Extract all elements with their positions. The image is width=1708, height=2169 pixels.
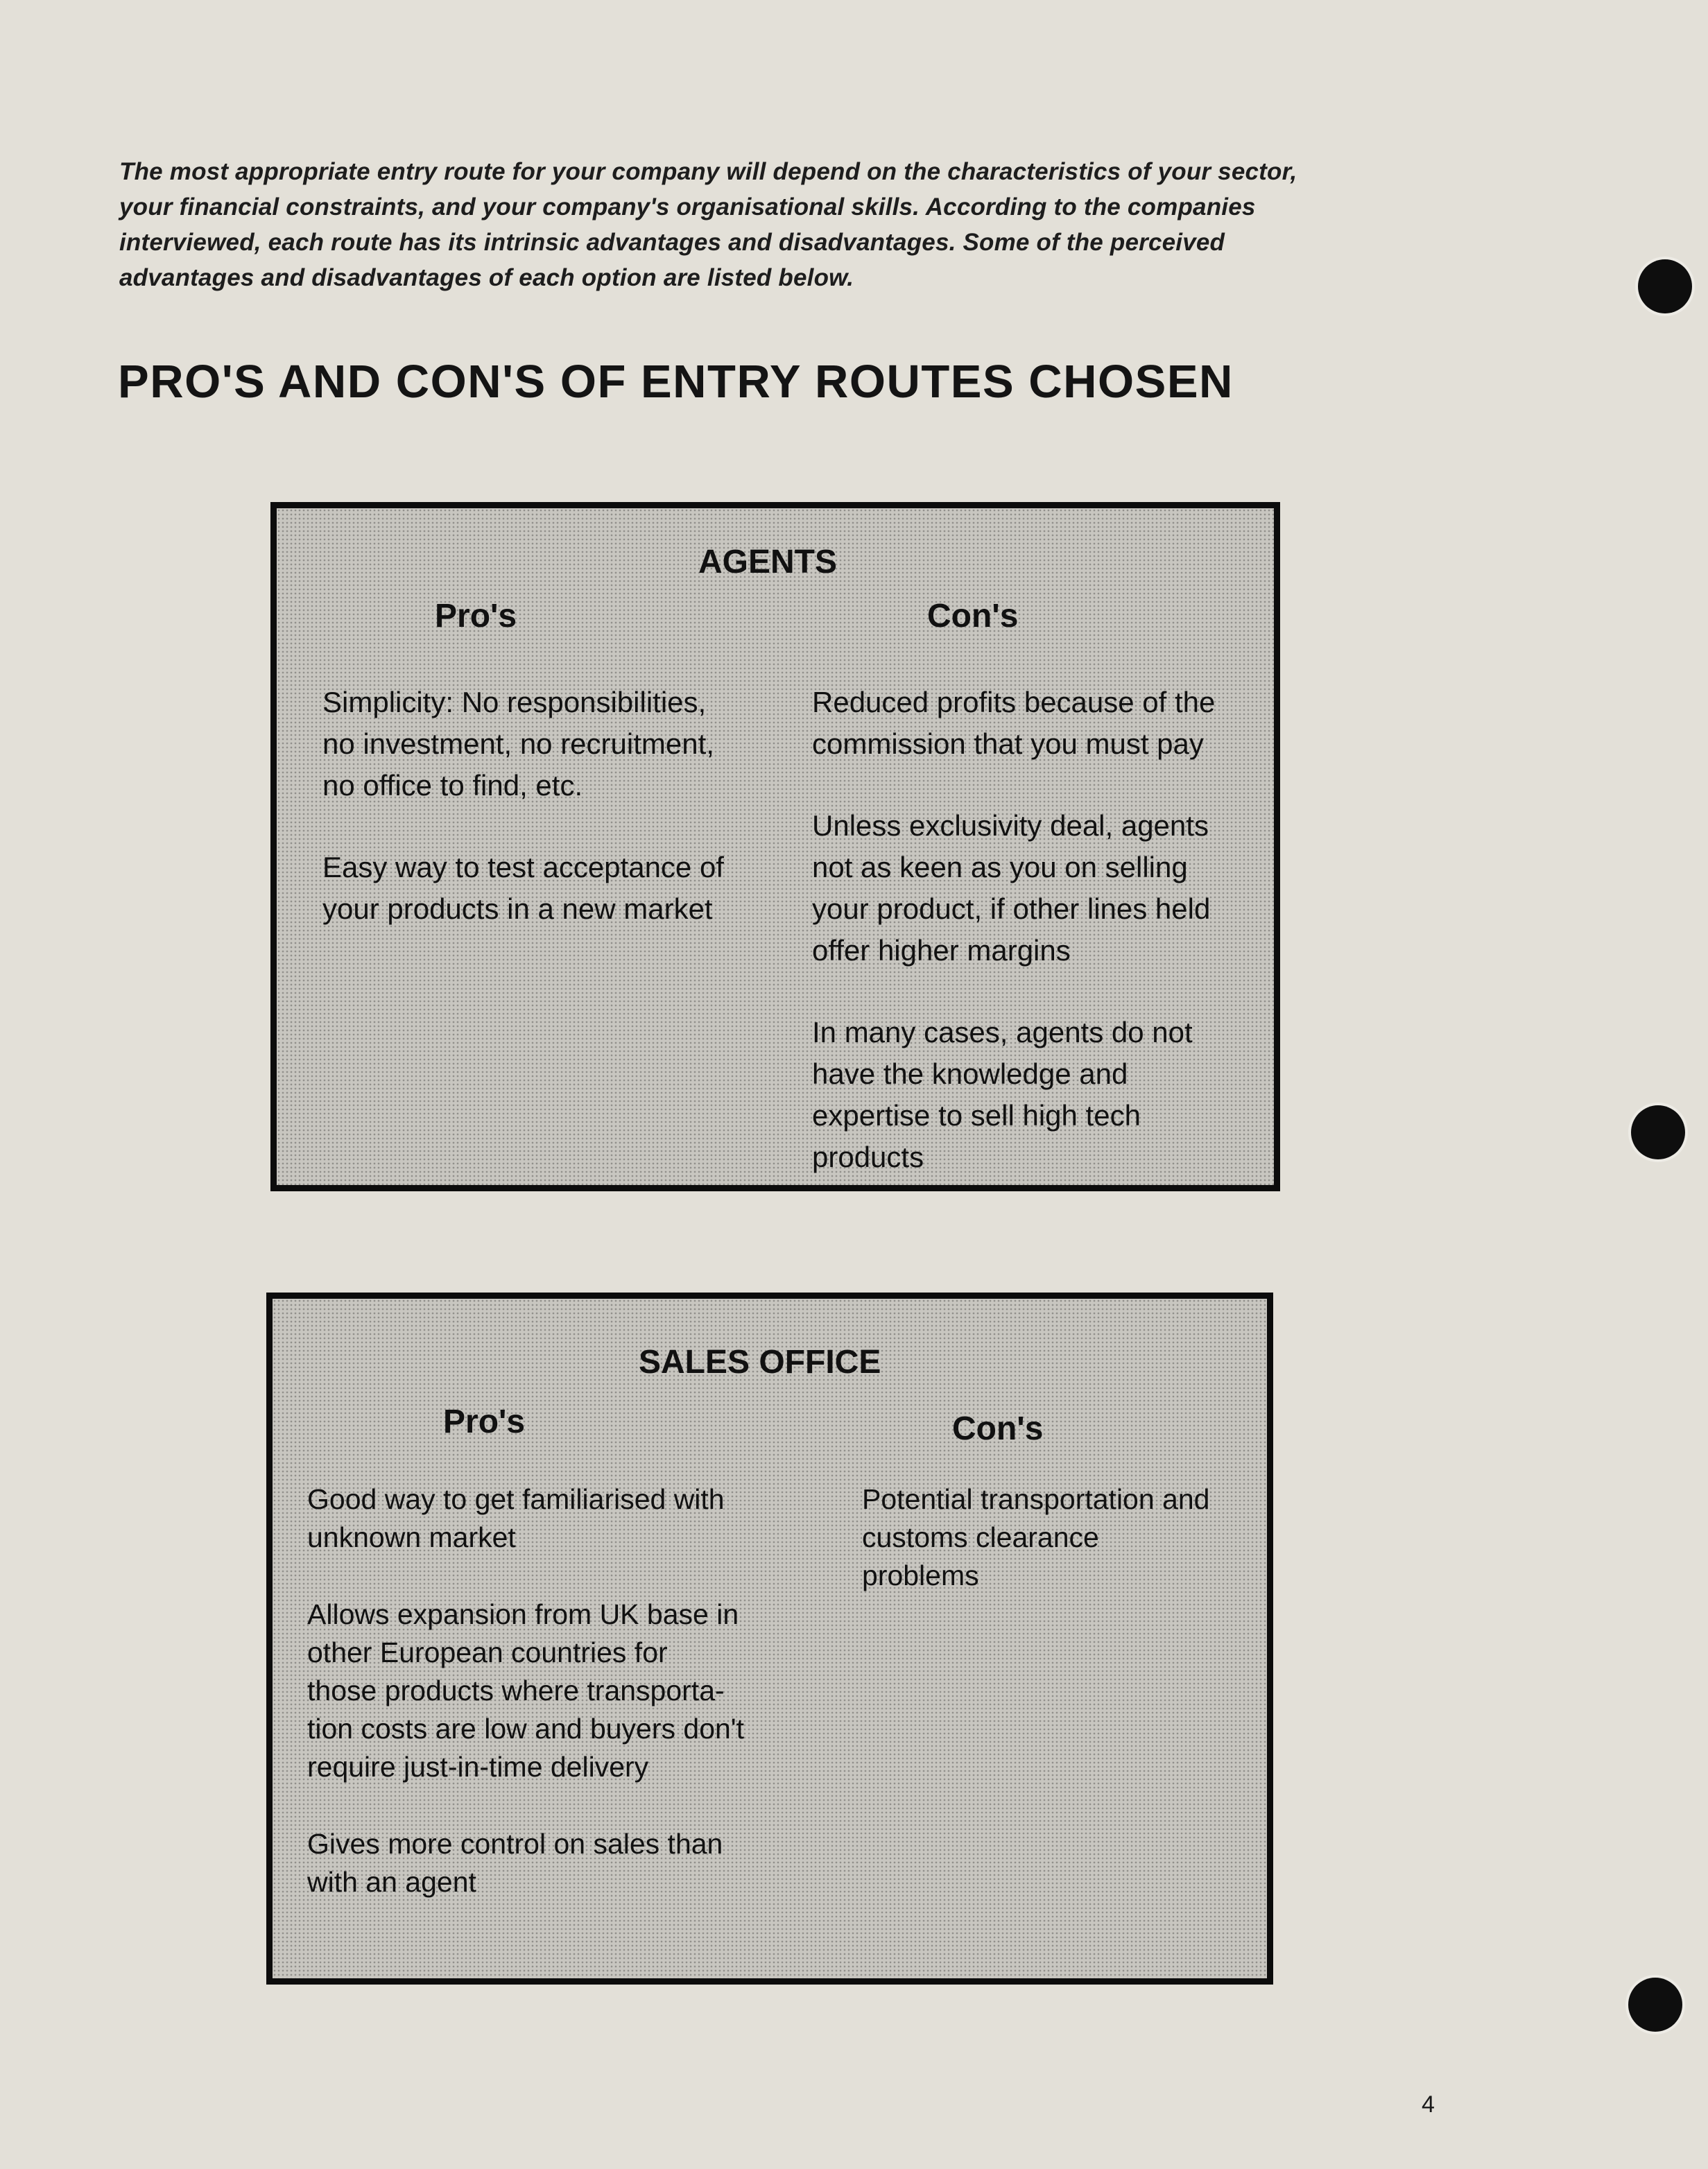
punch-hole xyxy=(1628,1978,1682,2032)
page-number: 4 xyxy=(1422,2091,1435,2118)
agents-title: AGENTS xyxy=(698,544,838,580)
intro-paragraph xyxy=(119,154,1326,295)
intro-line: The most appropriate entry route for your company will depend on the characteristics of your sector, xyxy=(119,158,1297,185)
punch-hole xyxy=(1631,1105,1685,1159)
sales-office-box xyxy=(266,1293,1273,1985)
sales-office-pros-list xyxy=(307,1480,806,1940)
agents-con-item: Reduced profits because of the commission that you must pay xyxy=(812,686,1216,760)
agents-cons-heading: Con's xyxy=(927,598,1019,634)
sales-office-pro-item: Gives more control on sales than with an agent xyxy=(307,1828,723,1898)
intro-line: your financial constraints, and your company's organisational skills. According to the companies xyxy=(119,193,1256,221)
intro-line: interviewed, each route has its intrinsic advantages and disadvantages. Some of the perceived xyxy=(119,229,1225,256)
agents-box xyxy=(270,502,1280,1191)
agents-con-item: In many cases, agents do not have the knowledge and expertise to sell high tech products xyxy=(812,1016,1193,1173)
agents-con-item: Unless exclusivity deal, agents not as keen as you on selling your product, if other lines held offer higher margins xyxy=(812,809,1211,967)
agents-cons-list xyxy=(812,682,1270,1218)
sales-office-cons-heading: Con's xyxy=(952,1410,1044,1447)
sales-office-title: SALES OFFICE xyxy=(639,1344,881,1381)
intro-line: advantages and disadvantages of each option are listed below. xyxy=(119,264,854,291)
agents-pros-list xyxy=(322,682,794,970)
sales-office-con-item: Potential transportation and customs clearance problems xyxy=(862,1483,1210,1591)
sales-office-pros-heading: Pro's xyxy=(443,1403,526,1440)
sales-office-pro-item: Allows expansion from UK base in other European countries for those products where transporta- tion costs are low and buyers don't require just-in-time delivery xyxy=(307,1598,745,1783)
page-heading: PRO'S AND CON'S OF ENTRY ROUTES CHOSEN xyxy=(118,356,1234,408)
agents-pro-item: Simplicity: No responsibilities, no investment, no recruitment, no office to find, etc. xyxy=(322,686,714,802)
agents-pros-heading: Pro's xyxy=(435,598,517,634)
agents-pro-item: Easy way to test acceptance of your products in a new market xyxy=(322,851,724,925)
sales-office-cons-list xyxy=(862,1480,1264,1634)
sales-office-pro-item: Good way to get familiarised with unknown market xyxy=(307,1483,725,1553)
punch-hole xyxy=(1638,259,1692,313)
